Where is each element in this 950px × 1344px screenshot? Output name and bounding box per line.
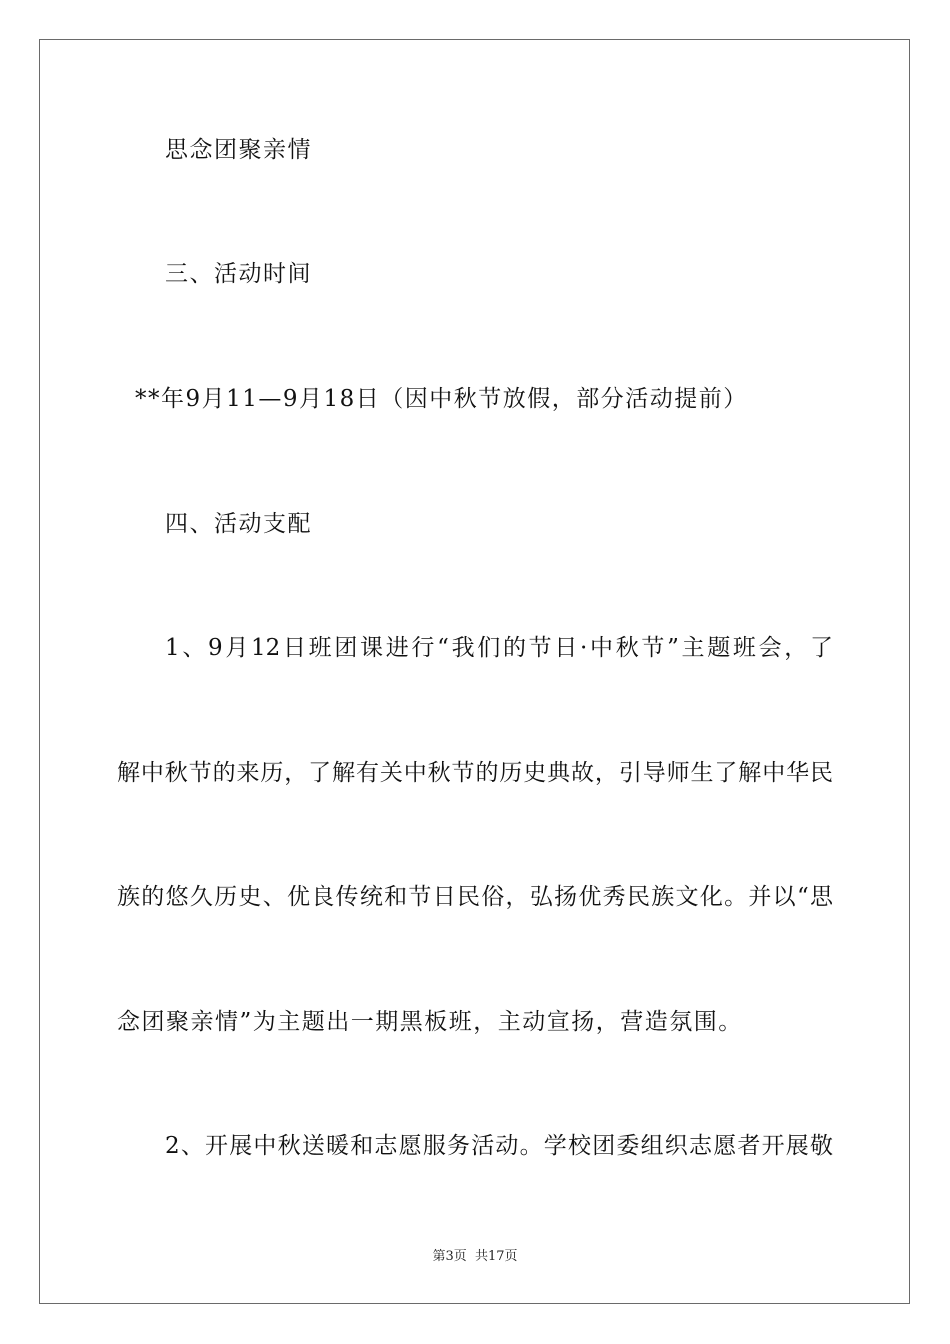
section-heading: 三、活动时间 (165, 261, 312, 287)
page-border (39, 39, 910, 1304)
page-number: 第3页 (432, 1249, 467, 1264)
page-total: 共17页 (474, 1249, 518, 1264)
paragraph-line: 思念团聚亲情 (165, 137, 312, 163)
paragraph-line: 念团聚亲情”为主题出一期黑板班，主动宣扬，营造氛围。 (117, 1009, 743, 1035)
paragraph-line: 1、9月12日班团课进行“我们的节日·中秋节”主题班会，了 (165, 635, 833, 661)
paragraph-line: 2、开展中秋送暖和志愿服务活动。学校团委组织志愿者开展敬 (165, 1133, 833, 1159)
paragraph-line: 族的悠久历史、优良传统和节日民俗，弘扬优秀民族文化。并以“思 (117, 884, 833, 910)
section-heading: 四、活动支配 (165, 511, 312, 537)
paragraph-line: **年9月11—9月18日（因中秋节放假，部分活动提前） (135, 386, 748, 412)
paragraph-line: 解中秋节的来历，了解有关中秋节的历史典故，引导师生了解中华民 (117, 760, 833, 786)
page-footer (0, 1248, 950, 1266)
